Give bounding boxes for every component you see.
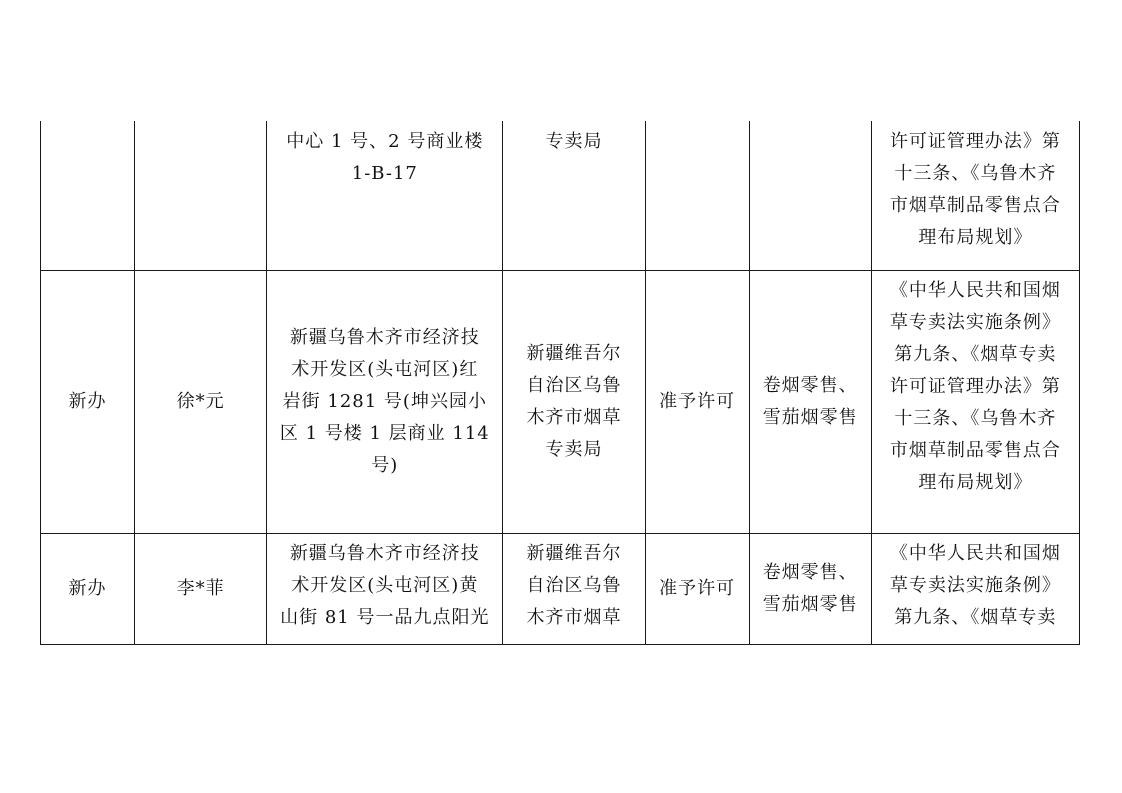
applicant-name: 李*菲 xyxy=(176,577,225,599)
application-type: 新办 xyxy=(68,390,107,412)
issuing-agency-cell xyxy=(503,121,645,270)
business-scope: 卷烟零售、 雪茄烟零售 xyxy=(762,561,858,615)
business-scope-cell xyxy=(749,533,871,644)
application-type: 新办 xyxy=(68,577,107,599)
decision: 准予许可 xyxy=(659,390,736,412)
business-address: 中心 1 号、2 号商业楼 1-B-17 xyxy=(286,131,484,184)
applicant-name: 徐*元 xyxy=(176,390,225,412)
legal-basis-cell xyxy=(871,121,1079,270)
decision-cell xyxy=(645,121,749,270)
table-row xyxy=(41,270,1080,533)
legal-basis: 《中华人民共和国烟 草专卖法实施条例》 第九条、《烟草专卖 许可证管理办法》第 十三条、《乌鲁木齐 市烟草制品零售点合 理布局规划》 xyxy=(889,279,1061,493)
business-address: 新疆乌鲁木齐市经济技 术开发区(头屯河区)黄 山街 81 号一品九点阳光 xyxy=(280,542,490,628)
issuing-agency-cell xyxy=(503,270,645,533)
application-type-cell xyxy=(41,121,135,270)
table-row xyxy=(41,121,1080,270)
business-scope-cell xyxy=(749,121,871,270)
issuing-agency: 专卖局 xyxy=(545,131,603,152)
decision-cell xyxy=(645,270,749,533)
business-scope: 卷烟零售、 雪茄烟零售 xyxy=(762,374,858,428)
business-scope-cell xyxy=(749,270,871,533)
business-address-cell xyxy=(267,533,503,644)
decision-cell xyxy=(645,533,749,644)
license-table xyxy=(40,121,1080,645)
legal-basis-cell xyxy=(871,533,1079,644)
issuing-agency: 新疆维吾尔 自治区乌鲁 木齐市烟草 专卖局 xyxy=(526,342,622,460)
legal-basis: 许可证管理办法》第 十三条、《乌鲁木齐 市烟草制品零售点合 理布局规划》 xyxy=(889,131,1061,248)
issuing-agency: 新疆维吾尔 自治区乌鲁 木齐市烟草 xyxy=(526,542,622,628)
business-address: 新疆乌鲁木齐市经济技 术开发区(头屯河区)红 岩街 1281 号(坤兴园小 区 1 号楼 1 层商业 114 号) xyxy=(279,326,490,476)
business-address-cell xyxy=(267,121,503,270)
legal-basis: 《中华人民共和国烟 草专卖法实施条例》 第九条、《烟草专卖 xyxy=(889,542,1061,628)
issuing-agency-cell xyxy=(503,533,645,644)
application-type-cell xyxy=(41,533,135,644)
table-row xyxy=(41,533,1080,644)
legal-basis-cell xyxy=(871,270,1079,533)
business-address-cell xyxy=(267,270,503,533)
applicant-name-cell xyxy=(135,121,267,270)
applicant-name-cell xyxy=(135,533,267,644)
applicant-name-cell xyxy=(135,270,267,533)
application-type-cell xyxy=(41,270,135,533)
decision: 准予许可 xyxy=(659,577,736,599)
